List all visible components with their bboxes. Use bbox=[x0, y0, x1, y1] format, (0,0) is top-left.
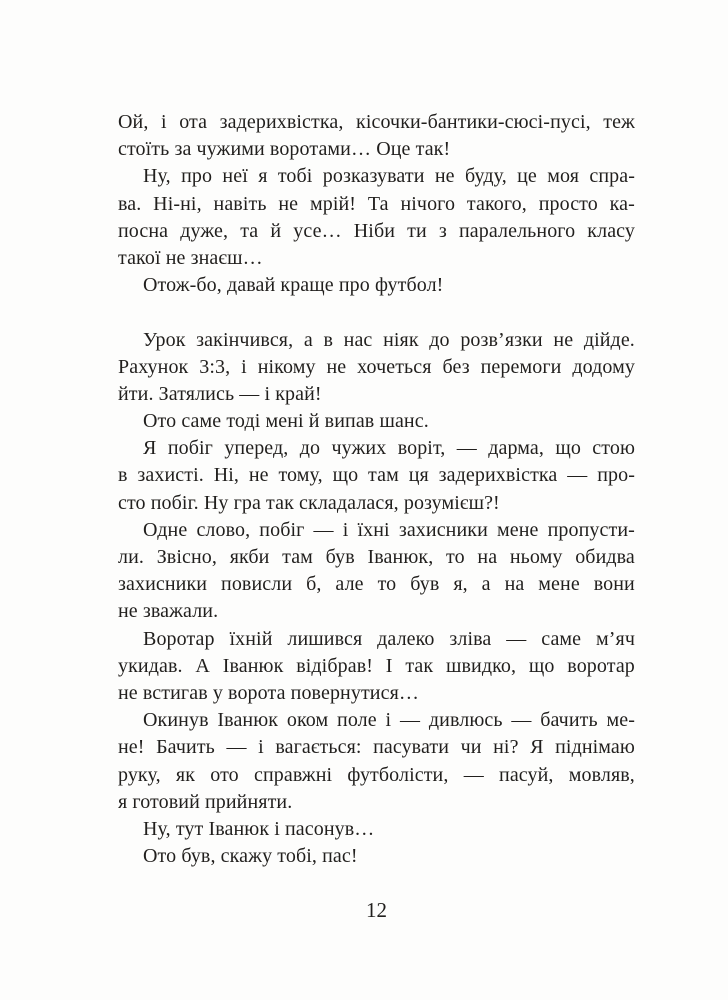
word: ли. bbox=[118, 546, 144, 568]
word: слово, bbox=[196, 518, 251, 541]
word: обидва bbox=[575, 546, 635, 568]
word: ця bbox=[408, 464, 429, 487]
paragraph bbox=[118, 109, 635, 163]
word: дивлюсь bbox=[428, 709, 503, 732]
word: не bbox=[278, 192, 299, 215]
word: а bbox=[303, 328, 313, 351]
word: Ні, bbox=[213, 464, 240, 487]
word: воротар bbox=[567, 654, 635, 677]
word: А bbox=[195, 654, 210, 677]
word: там bbox=[368, 464, 399, 487]
word: відібрав! bbox=[296, 654, 373, 677]
word: до bbox=[299, 437, 321, 460]
word: швидко, bbox=[446, 654, 517, 677]
word: ва. bbox=[118, 192, 142, 215]
word: але bbox=[335, 573, 364, 596]
word: Іванюк, bbox=[367, 546, 434, 568]
word: ньому bbox=[509, 546, 563, 568]
text-line bbox=[118, 109, 635, 136]
word: укидав. bbox=[118, 654, 183, 677]
text-line bbox=[118, 517, 635, 544]
text-line bbox=[118, 707, 635, 734]
word: пасуй, bbox=[499, 763, 554, 786]
text-line: не встигав у ворота повернутися… bbox=[118, 681, 419, 704]
word: побіг bbox=[167, 437, 213, 460]
word: нас bbox=[343, 328, 373, 351]
word: був bbox=[410, 573, 440, 596]
word: на bbox=[477, 546, 498, 568]
text-line: стоїть за чужими воротами… Оце так! bbox=[118, 138, 451, 161]
word: тому, bbox=[278, 464, 323, 487]
word: що bbox=[332, 464, 359, 487]
text-line: йти. Затялись — і край! bbox=[118, 382, 322, 405]
paragraph bbox=[118, 626, 635, 708]
paragraph bbox=[118, 163, 635, 272]
word: не bbox=[248, 464, 269, 487]
word: Звісно, bbox=[156, 546, 217, 568]
word: піднімаю bbox=[555, 736, 635, 759]
word: посна bbox=[118, 219, 169, 242]
word: повисли bbox=[221, 573, 293, 596]
paragraph bbox=[118, 517, 635, 626]
text-line: такої не знаєш… bbox=[118, 246, 263, 269]
word: Бачить bbox=[156, 736, 215, 759]
word: вагається: bbox=[275, 736, 362, 759]
word: класу bbox=[587, 219, 635, 242]
word: воріт, bbox=[397, 437, 446, 460]
word: нічого bbox=[400, 192, 456, 215]
word: захисті. bbox=[137, 464, 204, 487]
word: справжні bbox=[253, 763, 333, 786]
word: — bbox=[567, 464, 588, 487]
word: оком bbox=[286, 709, 329, 732]
word: руку, bbox=[118, 763, 161, 786]
word: теж bbox=[603, 111, 635, 133]
text-line bbox=[118, 163, 635, 190]
text-line bbox=[118, 544, 635, 571]
word: чужих bbox=[331, 437, 387, 460]
paragraph bbox=[118, 707, 635, 816]
word: усе… bbox=[293, 219, 342, 242]
word: я, bbox=[453, 573, 468, 596]
word: і bbox=[385, 709, 392, 732]
text-line: я готовий прийняти. bbox=[118, 790, 293, 813]
word: навіть bbox=[213, 192, 267, 215]
word: не bbox=[434, 165, 455, 188]
word: ме- bbox=[606, 709, 635, 732]
word: до bbox=[429, 328, 450, 351]
word: ота bbox=[179, 111, 208, 133]
word: тобі bbox=[277, 165, 313, 188]
word: Ніби bbox=[353, 219, 396, 242]
word: їхні bbox=[357, 518, 390, 541]
word: саме bbox=[541, 627, 582, 650]
word: Та bbox=[367, 192, 389, 215]
text-line bbox=[118, 571, 635, 598]
text-line: Отож-бо, давай краще про футбол! bbox=[143, 274, 444, 297]
word: ні? bbox=[493, 736, 519, 759]
word: пасувати bbox=[373, 736, 450, 759]
paragraph bbox=[118, 272, 635, 299]
word: і bbox=[342, 518, 349, 541]
text-line bbox=[118, 734, 635, 761]
text-line bbox=[118, 354, 635, 381]
word: про bbox=[181, 165, 213, 188]
word: мене bbox=[538, 573, 580, 596]
text-line bbox=[118, 191, 635, 218]
word: лишився bbox=[287, 627, 363, 650]
word: на bbox=[504, 573, 525, 596]
word: в bbox=[118, 464, 128, 487]
word: пропусти- bbox=[547, 518, 635, 541]
text-line: Ото саме тоді мені й випав шанс. bbox=[143, 410, 429, 433]
word: Ні-ні, bbox=[153, 192, 202, 215]
text-line: сто побіг. Ну гра так складалася, розумієш?! bbox=[118, 491, 500, 514]
word: задерихвістка bbox=[438, 464, 558, 487]
word: ніяк bbox=[383, 328, 419, 351]
paragraph bbox=[118, 408, 635, 435]
word: — bbox=[511, 709, 532, 732]
text-line: не зважали. bbox=[118, 600, 219, 623]
word: уперед, bbox=[224, 437, 289, 460]
word: що bbox=[555, 437, 581, 460]
word: задерихвістка, bbox=[219, 111, 344, 133]
word: Одне bbox=[143, 518, 188, 541]
word: буду, bbox=[464, 165, 507, 188]
word: закінчився, bbox=[196, 328, 294, 351]
word: кісочки-бантики-сюсі-пусі, bbox=[356, 111, 591, 133]
text-line bbox=[118, 653, 635, 680]
word: ото bbox=[210, 763, 239, 786]
word: Іванюк bbox=[222, 654, 284, 677]
text-line bbox=[118, 327, 635, 354]
text-line bbox=[118, 762, 635, 789]
word: чи bbox=[460, 736, 482, 759]
word: так bbox=[405, 654, 434, 677]
word: дійде. bbox=[583, 328, 635, 351]
word: не bbox=[553, 328, 574, 351]
text-line bbox=[118, 462, 635, 489]
word: захисники bbox=[398, 518, 488, 541]
page-number: 12 bbox=[366, 898, 387, 922]
word: — bbox=[399, 709, 421, 732]
text-line bbox=[118, 626, 635, 653]
word: мене bbox=[497, 518, 539, 541]
word: спра- bbox=[589, 165, 635, 188]
word: нікому bbox=[257, 355, 316, 378]
word: паралельного bbox=[459, 219, 576, 242]
word: побіг bbox=[259, 518, 305, 541]
word: і bbox=[258, 736, 264, 759]
word: Окинув bbox=[143, 709, 209, 732]
word: додому bbox=[572, 355, 635, 378]
paragraph bbox=[118, 327, 635, 409]
word: — bbox=[313, 518, 334, 541]
word: хочеться bbox=[357, 355, 432, 378]
word: Я bbox=[530, 736, 544, 759]
word: мовляв, bbox=[568, 763, 635, 786]
word: та bbox=[240, 219, 259, 242]
word: перемоги bbox=[480, 355, 562, 378]
word: неї bbox=[222, 165, 248, 188]
word: мрій! bbox=[309, 192, 357, 215]
word: і bbox=[160, 111, 167, 133]
word: поле bbox=[337, 709, 377, 732]
word: як bbox=[175, 763, 196, 786]
paragraph bbox=[118, 843, 635, 870]
word: б, bbox=[306, 573, 322, 596]
text-line bbox=[118, 218, 635, 245]
word: я bbox=[258, 165, 268, 188]
word: такого, bbox=[466, 192, 527, 215]
word: просто bbox=[538, 192, 598, 215]
word: ти bbox=[407, 219, 427, 242]
word: далеко bbox=[377, 627, 435, 650]
text-line: Ото був, скажу тобі, пас! bbox=[143, 845, 358, 868]
word: — bbox=[463, 763, 484, 786]
word: це bbox=[517, 165, 537, 188]
word: їхній bbox=[229, 627, 273, 650]
word: з bbox=[438, 219, 447, 242]
word: розв’язки bbox=[460, 328, 543, 351]
word: І bbox=[385, 654, 393, 677]
text-block bbox=[118, 109, 635, 870]
word: не bbox=[326, 355, 347, 378]
word: без bbox=[442, 355, 470, 378]
word: дарма, bbox=[488, 437, 544, 460]
paragraph bbox=[118, 816, 635, 843]
word: Рахунок bbox=[118, 355, 189, 378]
word: м’яч bbox=[596, 627, 635, 650]
word: бачить bbox=[540, 709, 598, 732]
paragraph bbox=[118, 435, 635, 517]
word: стою bbox=[592, 437, 635, 460]
word: — bbox=[506, 627, 527, 650]
word: Іванюк bbox=[217, 709, 279, 732]
word: не! bbox=[118, 736, 145, 759]
word: що bbox=[528, 654, 555, 677]
word: й bbox=[270, 219, 282, 242]
text-line: Ну, тут Іванюк і пасонув… bbox=[143, 817, 375, 840]
word: 3:3, bbox=[199, 355, 231, 378]
word: якби bbox=[229, 546, 270, 568]
word: там bbox=[282, 546, 313, 568]
word: Воротар bbox=[143, 627, 215, 650]
word: зліва bbox=[449, 627, 492, 650]
word: розказувати bbox=[322, 165, 425, 188]
word: Я bbox=[143, 437, 157, 460]
word: то bbox=[446, 546, 465, 568]
word: і bbox=[241, 355, 247, 378]
text-line bbox=[118, 435, 635, 462]
word: ка- bbox=[609, 192, 635, 215]
word: в bbox=[323, 328, 334, 351]
word: моя bbox=[547, 165, 580, 188]
word: Ой, bbox=[118, 111, 149, 133]
word: а bbox=[481, 573, 491, 596]
word: дуже, bbox=[180, 219, 229, 242]
word: — bbox=[456, 437, 477, 460]
word: був bbox=[325, 546, 355, 568]
word: Ну, bbox=[143, 165, 171, 188]
word: захисники bbox=[118, 573, 208, 596]
word: про- bbox=[597, 464, 635, 487]
word: то bbox=[377, 573, 397, 596]
word: — bbox=[226, 736, 247, 759]
word: футболісти, bbox=[347, 763, 449, 786]
word: Урок bbox=[143, 328, 186, 351]
word: вони bbox=[593, 573, 635, 596]
